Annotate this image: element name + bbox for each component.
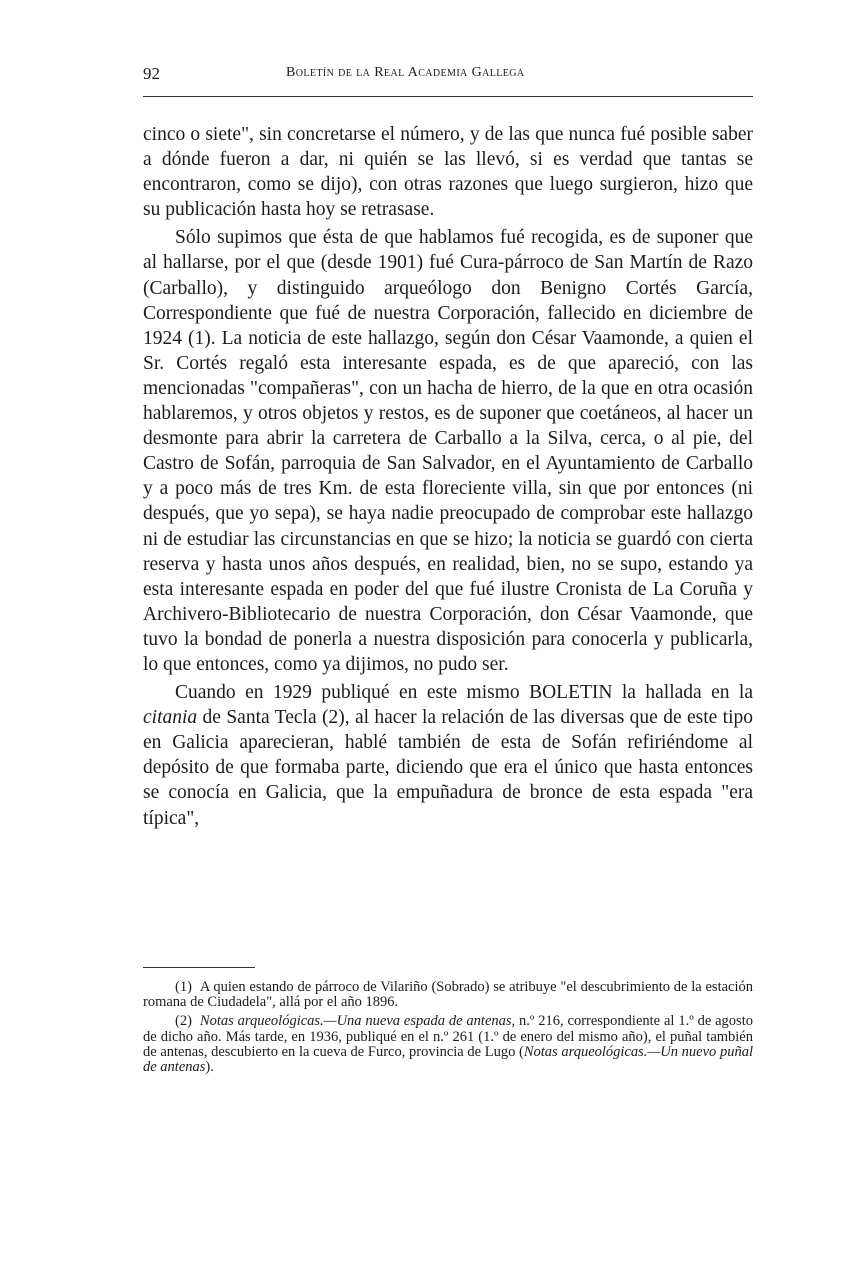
paragraph-text: de Santa Tecla (2), al hacer la relación de las diversas que de este tipo en Galicia aparecieran, hablé también de esta de Sofán refiriéndome al depósito de que formaba parte, diciendo que era el único que hasta entonces se conocía en Galicia, que la empuñadura de bronce de esta espada "era típica", bbox=[143, 707, 753, 829]
footnote-mark: (1) bbox=[175, 979, 192, 995]
body-paragraph: Sólo supimos que ésta de que hablamos fué recogida, es de suponer que al hallarse, por el que (desde 1901) fué Cura-párroco de San Martín de Razo (Carballo), y distinguido arqueólogo don Benigno Cortés García, Correspondiente que fué de nuestra Corporación, fallecido en diciembre de 1924 (1). La noticia de este hallazgo, según don César Vaamonde, a quien el Sr. Cortés regaló esta interesante espada, es de que apareció, con las mencionadas "compañeras", con un hacha de hierro, de la que en otra ocasión hablaremos, y otros objetos y restos, es de suponer que coetáneos, al hacer un desmonte para abrir la carretera de Carballo a la Silva, cerca, o al pie, del Castro de Sofán, parroquia de San Salvador, en el Ayuntamiento de Carballo y a poco más de tres Km. de esta floreciente villa, sin que por entonces (ni después, que yo sepa), se haya nadie preocupado de comprobar este hallazgo ni de estudiar las circunstancias en que se hizo; la noticia se guardó con cierta reserva y hasta unos años después, en realidad, bien, no se supo, estando ya esta interesante espada en poder del que fué ilustre Cronista de La Coruña y Archivero-Bibliotecario de nuestra Corporación, don César Vaamonde, que tuvo la bondad de ponerla a nuestra disposición para conocerla y publicarla, lo que entonces, como ya dijimos, no pudo ser. bbox=[143, 227, 753, 675]
footnote-text: ). bbox=[205, 1059, 214, 1076]
footnote-text: A quien estando de párroco de Vilariño (Sobrado) se atribuye "el descubrimiento de la estación romana de Ciudadela", allá por el año 1896. bbox=[143, 979, 753, 1011]
header-rule bbox=[143, 96, 753, 97]
page-header bbox=[143, 64, 753, 86]
footnote-citation: Notas arqueológicas.—Un nuevo puñal de antenas bbox=[143, 1043, 753, 1076]
footnote-1 bbox=[143, 980, 753, 1010]
footnote-2 bbox=[143, 1014, 753, 1075]
italic-term: citania bbox=[143, 707, 198, 729]
footnote-mark: (2) bbox=[175, 1013, 192, 1030]
footnotes bbox=[143, 980, 753, 1079]
paragraph-text: Cuando en 1929 publiqué en este mismo BOLETIN la hallada en la bbox=[175, 682, 753, 704]
body-text bbox=[143, 122, 753, 831]
footnote-text: n.º 216, correspondiente al 1.º de agosto de dicho año. Más tarde, en 1936, publiqué en el n.º 261 (1.º de enero del mismo año), el puñal también de antenas, descubierto en la cueva de Furco, provincia de Lugo ( bbox=[143, 1013, 753, 1060]
footnote-citation: Notas arqueológicas.—Una nueva espada de antenas, bbox=[199, 1013, 516, 1030]
body-paragraph: cinco o siete", sin concretarse el número, y de las que nunca fué posible saber a dónde fueron a dar, ni quién se las llevó, si es verdad que tantas se encontraron, como se dijo), con otras razones que luego surgieron, hizo que su publicación hasta hoy se retrasase. bbox=[143, 124, 753, 221]
body-paragraph bbox=[143, 680, 753, 831]
footnote-rule bbox=[143, 967, 255, 968]
page-number: 92 bbox=[143, 64, 160, 83]
running-title: Boletín de la Real Academia Gallega bbox=[286, 65, 525, 80]
